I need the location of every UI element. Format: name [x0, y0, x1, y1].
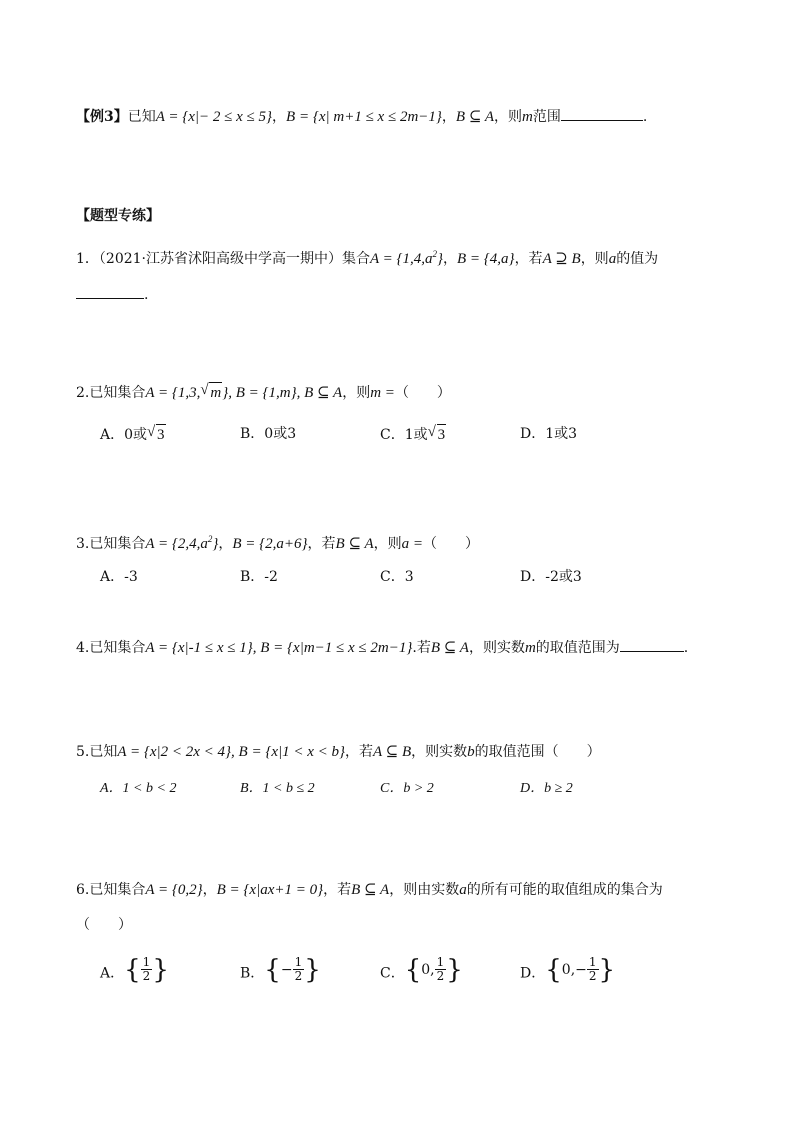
question-1: 1．（2021·江苏省沭阳高级中学高一期中）集合$A = \{1,4,a^2\}$，B = {4,a}，若A ⊇ B，则a的值为 [76, 249, 659, 267]
superset-relation: A ⊇ B [542, 251, 581, 267]
set-a: A = {1,3,√ m} [145, 385, 228, 401]
set-b: , B = {1,m}, B ⊆ A [228, 385, 343, 401]
set-b: B = {2,a+6} [232, 536, 308, 552]
subset-relation: B ⊆ A [455, 109, 495, 125]
question-1-blank-line: . [76, 284, 148, 305]
sets: A = {x|-1 ≤ x ≤ 1}, B = {x|m−1 ≤ x ≤ 2m−1} [145, 640, 413, 656]
set-a: $A = \{1,4,a^2\}$ [370, 249, 444, 267]
q2-option-b[interactable]: B．0或3 [240, 426, 297, 442]
q3-option-c[interactable]: C．3 [380, 569, 414, 585]
q5-option-c[interactable]: C．b > 2 [380, 781, 434, 796]
question-5: 5.已知A = {x|2 < 2x < 4}, B = {x|1 < x < b}，若A ⊆ B，则实数b的取值范围（ ） [76, 744, 601, 760]
example-3: 【例3】已知A = {x|− 2 ≤ x ≤ 5}，B = {x| m+1 ≤ x ≤ 2m−1}，B ⊆ A，则m范围 . [76, 106, 647, 127]
question-6-paren: （ ） [76, 917, 132, 933]
q2-option-a[interactable]: A．0或√ 3 [100, 424, 166, 445]
question-2: 2.已知集合A = {1,3,√ m}, B = {1,m}, B ⊆ A，则m =（ ） [76, 382, 451, 403]
q2-option-d[interactable]: D．1或3 [520, 426, 578, 442]
section-title: 【题型专练】 [76, 208, 160, 224]
set-a: $A = \{2,4,a^2\}$ [145, 534, 219, 552]
question-3: 3.已知集合$A = \{2,4,a^2\}$，B = {2,a+6}，若B ⊆ A，则a =（ ） [76, 534, 480, 552]
set-a: A = {x|− 2 ≤ x ≤ 5} [155, 109, 273, 125]
q6-option-d[interactable]: D． { 0,− $\frac{1}{2}$ } [520, 954, 616, 985]
answer-blank [76, 284, 144, 299]
q3-option-d[interactable]: D．-2或3 [520, 569, 582, 585]
q6-option-c[interactable]: C． { 0, $\frac{1}{2}$ } [380, 954, 463, 985]
q5-option-b[interactable]: B．1 < b ≤ 2 [240, 781, 315, 796]
answer-blank [561, 106, 643, 121]
answer-blank [620, 637, 684, 652]
example-label: 【例3】 [76, 109, 128, 125]
q2-option-c[interactable]: C．1或√ 3 [380, 424, 446, 445]
set-b: B = {x|ax+1 = 0} [216, 882, 324, 898]
q6-option-b[interactable]: B． { − $\frac{1}{2}$ } [240, 954, 321, 985]
q3-option-b[interactable]: B．-2 [240, 569, 278, 585]
q3-option-a[interactable]: A．-3 [100, 569, 138, 585]
question-4: 4.已知集合A = {x|-1 ≤ x ≤ 1}, B = {x|m−1 ≤ x ≤ 2m−1}.若B ⊆ A，则实数m的取值范围为 . [76, 637, 688, 658]
question-6: 6.已知集合A = {0,2}，B = {x|ax+1 = 0}，若B ⊆ A，则由实数a的所有可能的取值组成的集合为 [76, 882, 663, 898]
q5-option-a[interactable]: A．1 < b < 2 [100, 781, 177, 796]
q5-option-d[interactable]: D．b ≥ 2 [520, 781, 573, 796]
sets: A = {x|2 < 2x < 4}, B = {x|1 < x < b} [117, 744, 346, 760]
set-b: B = {x| m+1 ≤ x ≤ 2m−1} [286, 109, 442, 125]
set-a: A = {0,2} [145, 882, 203, 898]
q6-option-a[interactable]: A． { $\frac{1}{2}$ } [100, 954, 169, 985]
set-b: B = {4,a} [457, 251, 515, 267]
